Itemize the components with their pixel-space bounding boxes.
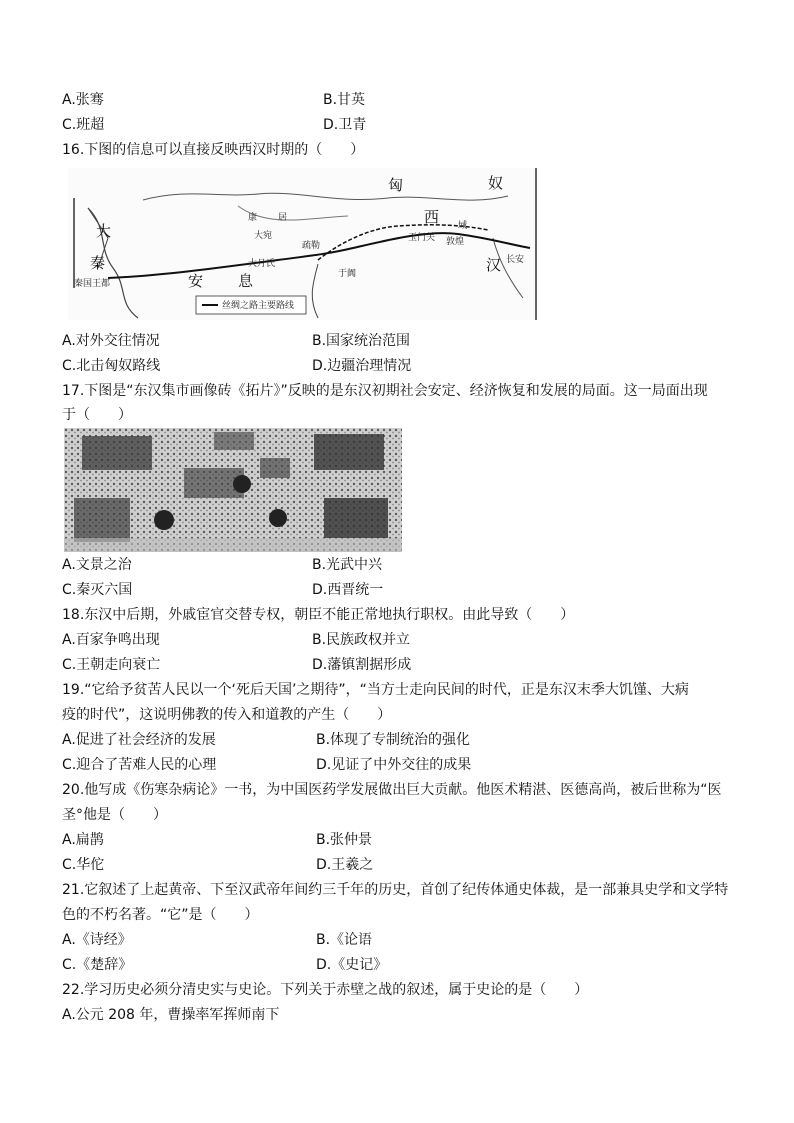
map-label-yu: 域 — [458, 221, 468, 231]
q15-option-a[interactable]: A.张骞 — [62, 92, 104, 108]
q18-option-c[interactable]: C.王朝走向衰亡 — [62, 657, 161, 673]
q17-option-a[interactable]: A.文景之治 — [62, 557, 132, 573]
q18-option-a[interactable]: A.百家争鸣出现 — [62, 632, 160, 648]
map-label-xiongnu-1: 匈 — [388, 176, 404, 194]
map-label-an: 安 — [188, 272, 204, 290]
q17-option-b[interactable]: B.光武中兴 — [312, 557, 383, 573]
q21-stem-line2: 色的不朽名著。“它”是（ ） — [62, 907, 259, 923]
q19-stem-line1: 19.“它给予贫苦人民以一个‘死后天国’之期待”，“当方士走向民间的时代，正是东汉末季大饥馑、大病 — [62, 682, 689, 698]
q18-option-d[interactable]: D.藩镇割据形成 — [312, 657, 412, 673]
map-label-da: 大 — [96, 222, 112, 240]
q16-stem: 16.下图的信息可以直接反映西汉时期的（ ） — [62, 142, 365, 158]
map-label-xi2: 息 — [238, 272, 254, 290]
silk-road-map — [68, 168, 538, 320]
q19-option-d[interactable]: D.见证了中外交往的成果 — [316, 757, 472, 773]
q22-option-a[interactable]: A.公元 208 年，曹操率军挥师南下 — [62, 1007, 280, 1023]
map-label-shule: 疏勒 — [302, 241, 321, 251]
q21-option-a[interactable]: A.《诗经》 — [62, 932, 132, 948]
map-label-dunhuang: 敦煌 — [446, 237, 465, 247]
q16-option-c[interactable]: C.北击匈奴路线 — [62, 358, 161, 374]
q21-stem-line1: 21.它叙述了上起黄帝、下至汉武帝年间约三千年的历史，首创了纪传体通史体裁，是一部兼具史学和文学特 — [62, 882, 729, 898]
q17-stem-line1: 17.下图是“东汉集市画像砖《拓片》”反映的是东汉初期社会安定、经济恢复和发展的局面。这一局面出现 — [62, 383, 708, 399]
map-legend: 丝绸之路主要路线 — [222, 301, 295, 311]
q17-option-d[interactable]: D.西晋统一 — [312, 582, 384, 598]
q20-option-a[interactable]: A.扁鹊 — [62, 832, 104, 848]
map-label-xi: 西 — [424, 208, 440, 226]
map-label-changan: 长安 — [506, 255, 525, 265]
q17-stem-line2: 于（ ） — [62, 407, 132, 423]
q21-option-b[interactable]: B.《论语 — [316, 932, 373, 948]
q19-option-a[interactable]: A.促进了社会经济的发展 — [62, 732, 216, 748]
q20-option-c[interactable]: C.华佗 — [62, 857, 105, 873]
map-label-ju: 居 — [278, 213, 288, 223]
q19-option-c[interactable]: C.迎合了苦难人民的心理 — [62, 757, 217, 773]
q18-option-b[interactable]: B.民族政权并立 — [312, 632, 411, 648]
map-label-daqin-capital: 秦国王都 — [74, 279, 111, 289]
q18-stem: 18.东汉中后期，外戚宦官交替专权，朝臣不能正常地执行职权。由此导致（ ） — [62, 607, 575, 623]
q20-stem-line1: 20.他写成《伤寒杂病论》一书，为中国医药学发展做出巨大贡献。他医术精湛、医德高尚，被后世称为“医 — [62, 782, 722, 798]
q16-option-b[interactable]: B.国家统治范围 — [312, 333, 411, 349]
q21-option-c[interactable]: C.《楚辞》 — [62, 957, 133, 973]
q16-option-a[interactable]: A.对外交往情况 — [62, 333, 160, 349]
map-label-dayuan: 大宛 — [254, 231, 273, 241]
q16-option-d[interactable]: D.边疆治理情况 — [312, 358, 412, 374]
q15-option-d[interactable]: D.卫青 — [323, 117, 367, 133]
map-label-yumen: 玉门关 — [408, 233, 436, 243]
q22-stem: 22.学习历史必须分清史实与史论。下列关于赤壁之战的叙述，属于史论的是（ ） — [62, 982, 589, 998]
map-label-dayue: 大月氏 — [248, 259, 276, 269]
q20-option-b[interactable]: B.张仲景 — [316, 832, 373, 848]
q19-option-b[interactable]: B.体现了专制统治的强化 — [316, 732, 471, 748]
q21-option-d[interactable]: D.《史记》 — [316, 957, 388, 973]
map-label-xiongnu-2: 奴 — [488, 174, 504, 192]
q15-option-c[interactable]: C.班超 — [62, 117, 105, 133]
map-label-yutian: 于阗 — [338, 269, 357, 279]
q20-stem-line2: 圣°他是（ ） — [62, 807, 167, 823]
q19-stem-line2: 疫的时代”，这说明佛教的传入和道教的产生（ ） — [62, 707, 392, 723]
map-label-han: 汉 — [486, 256, 502, 274]
map-label-kang: 康 — [248, 213, 258, 223]
q15-option-b[interactable]: B.甘英 — [323, 92, 366, 108]
market-brick-rubbing-image — [64, 428, 402, 552]
q20-option-d[interactable]: D.王羲之 — [316, 857, 374, 873]
map-label-qin: 秦 — [90, 254, 106, 272]
q17-option-c[interactable]: C.秦灭六国 — [62, 582, 133, 598]
